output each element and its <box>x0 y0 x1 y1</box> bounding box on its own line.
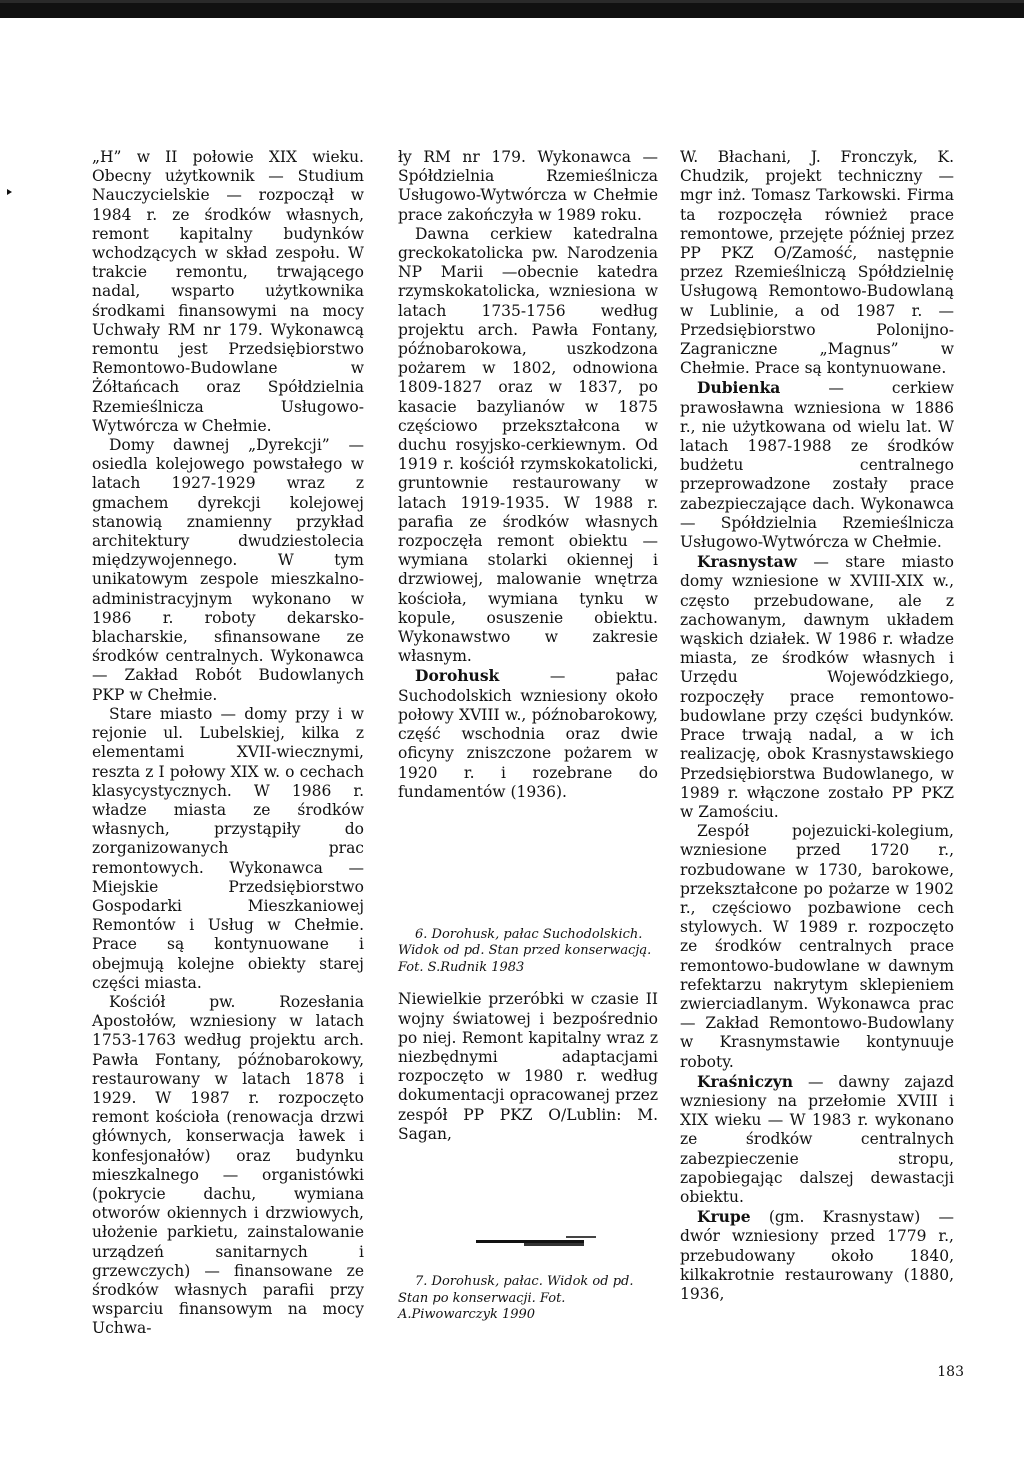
entry-heading: Krasnystaw <box>697 552 797 572</box>
paragraph: Zespół pojezuicki-kolegium, wzniesione przed 1720 r., rozbudowane w 1730, barokowe, przekształcone po pożarze w 1902 r., częściowo pozbawione cech stylowych. W 1989 r. rozpoczęto ze środków centralnych prace remontowo-budowlane w dawnym refektarzu nakrytym sklepieniem zwierciadlanym. Wykonawca prac — Zakład Remontowo-Budowlany w Krasnymstawie kontynuuje roboty. <box>680 822 954 1071</box>
paragraph: Stare miasto — domy przy i w rejonie ul. Lubelskiej, kilka z elementami XVII-wiecznymi, reszta z I połowy XIX w. o cechach klasycystycznych. W 1986 r. władze miasta ze środków własnych, przystąpiły do zorganizowanych prac remontowych. Wykonawca — Miejskie Przedsiębiorstwo Gospodarki Mieszkaniowej Remontów i Usług w Chełmie. Prace są kontynuowane i obejmują kolejne obiekty starej części miasta. <box>92 704 364 992</box>
paragraph <box>680 1207 954 1304</box>
entry-heading: Kraśniczyn <box>697 1071 794 1091</box>
entry-text: (gm. Krasnystaw) — dwór wzniesiony przed 1779 r., przebudowany około 1840, kilkakrotnie restaurowany (1880, 1936, <box>680 1208 954 1303</box>
paragraph: ły RM nr 179. Wykonawca — Spółdzielnia Rzemieślnicza Usługowo-Wytwórcza w Chełmie prace zakończyła w 1989 roku. <box>398 148 658 224</box>
paragraph: Dawna cerkiew katedralna greckokatolicka pw. Narodzenia NP Marii —obecnie katedra rzymskokatolicka, wzniesiona w latach 1735-1756 według projektu arch. Pawła Fontany, późnobarokowa, uszkodzona pożarem w 1802, odnowiona 1809-1827 oraz w 1837, po kasacie bazylianów w 1875 częściowo przekształcona w duchu rosyjsko-cerkiewnym. Od 1919 r. kościół rzymskokatolicki, gruntownie restaurowany w latach 1919-1935. W 1988 r. parafia ze środków własnych rozpoczęła remont obiektu — wymiana stolarki okiennej i drzwiowej, malowanie wnętrza kościoła, wymiana tynku w kopule, osuszenie obiektu. Wykonawstwo w zakresie własnym. <box>398 224 658 666</box>
paragraph: Kościół pw. Rozesłania Apostołów, wzniesiony w latach 1753-1763 według projektu arch. Pawła Fontany, późnobarokowy, restaurowany w latach 1878 i 1929. W 1987 r. rozpoczęto remont kościoła (renowacja drzwi głównych, konserwacja ławek i konfesjonałów) oraz budynku mieszkalnego — organistówki (pokrycie dachu, wymiana otworów okiennych i drzwiowych, ułożenie parkietu, zainstalowanie urządzeń sanitarnych i grzewczych) — finansowane ze środków własnych parafii przy wsparciu finansowym na mocy Uchwa- <box>92 992 364 1338</box>
paragraph <box>680 378 954 552</box>
text-column-3 <box>680 148 954 1304</box>
paragraph <box>398 666 658 801</box>
paragraph: „H” w II połowie XIX wieku. Obecny użytkownik — Studium Nauczycielskie — rozpoczął w 1984 r. ze środków własnych, remont kapitalny budynków wchodzących w skład zespołu. W trakcie remontu, trwającego nadal, wsparto użytkownika środkami finansowymi na mocy Uchwały RM nr 179. Wykonawcą remontu jest Przedsiębiorstwo Remontowo-Budowlane w Żółtańcach oraz Spółdzielnia Rzemieślnicza Usługowo-Wytwórcza w Chełmie. <box>92 148 364 435</box>
entry-heading: Krupe <box>697 1207 751 1227</box>
entry-text: — dawny zajazd wzniesiony na przełomie XVIII i XIX wieku — W 1983 r. wykonano ze środków centralnych zabezpieczenie stropu, zapobiegając dalszej dewastacji obiektu. <box>680 1072 954 1206</box>
text-column-2 <box>398 148 658 1324</box>
paragraph: Domy dawnej „Dyrekcji” — osiedla kolejowego powstałego w latach 1927-1929 wraz z gmachem dyrekcji kolejowej stanowią znamienny przykład architektury dwudziestolecia międzywojennego. W tym unikatowym zespole mieszkalno-administracyjnym wykonano w 1986 r. roboty dekarsko-blacharskie, sfinansowane ze środków centralnych. Wykonawca — Zakład Robót Budowlanych PKP w Chełmie. <box>92 436 364 704</box>
entry-text: — pałac Suchodolskich wzniesiony około połowy XVIII w., późnobarokowy, część wschodnia oraz dwie oficyny zniszczone pożarem w 1920 r. i rozebrane do fundamentów (1936). <box>398 667 658 801</box>
photo-placeholder <box>398 1144 658 1274</box>
paragraph <box>680 552 954 822</box>
paragraph: Niewielkie przeróbki w czasie II wojny światowej i bezpośrednio po niej. Remont kapitalny wraz z niezbędnymi adaptacjami rozpoczęto w 1980 r. według dokumentacji opracowanej przez zespół PP PKZ O/Lublin: M. Sagan, <box>398 990 658 1143</box>
figure-caption: 6. Dorohusk, pałac Suchodolskich. Widok od pd. Stan przed konserwacją. Fot. S.Rudnik 1983 <box>398 926 652 975</box>
text-column-1 <box>92 148 364 1339</box>
paragraph: W. Błachani, J. Fronczyk, K. Chudzik, projekt techniczny — mgr inż. Tomasz Tarkowski. Firma ta rozpoczęła również prace remontowe, przejęte później przez PP PKZ O/Zamość, następnie przez Rzemieślniczą Spółdzielnię Usługową Remontowo-Budowlaną w Lublinie, a od 1987 r. —Przedsiębiorstwo Polonijno-Zagraniczne „Magnus” w Chełmie. Prace są kontynuowane. <box>680 148 954 378</box>
page-number: 183 <box>937 1364 964 1380</box>
entry-heading: Dubienka <box>697 378 781 398</box>
photo-placeholder <box>398 802 658 927</box>
top-scan-band <box>0 0 1024 18</box>
figure-caption: 7. Dorohusk, pałac. Widok od pd. Stan po konserwacji. Fot. A.Piwowarczyk 1990 <box>398 1274 634 1323</box>
entry-text: — stare miasto domy wzniesione w XVIII-XIX w., często przebudowane, ale z zachowanym, dawnym układem wąskich działek. W 1986 r. władze miasta, ze środków własnych i Urzędu Wojewódzkiego, rozpoczęły prace remontowo-budowlane przy części budynków. Prace trwają nadal, a w ich realizację, obok Krasnystawskiego Przedsiębiorstwa Budowlanego, w 1989 r. włączone zostało PP PKZ w Zamościu. <box>680 553 954 821</box>
entry-heading: Dorohusk <box>415 666 500 686</box>
paragraph <box>680 1072 954 1207</box>
crop-mark-icon <box>0 188 12 196</box>
entry-text: — cerkiew prawosławna wzniesiona w 1886 r., nie użytkowana od wielu lat. W latach 1987-1988 ze środków budżetu centralnego przeprowadzone zostały prace zabezpieczające dach. Wykonawca — Spółdzielnia Rzemieślnicza Usługowo-Wytwórcza w Chełmie. <box>680 379 954 552</box>
